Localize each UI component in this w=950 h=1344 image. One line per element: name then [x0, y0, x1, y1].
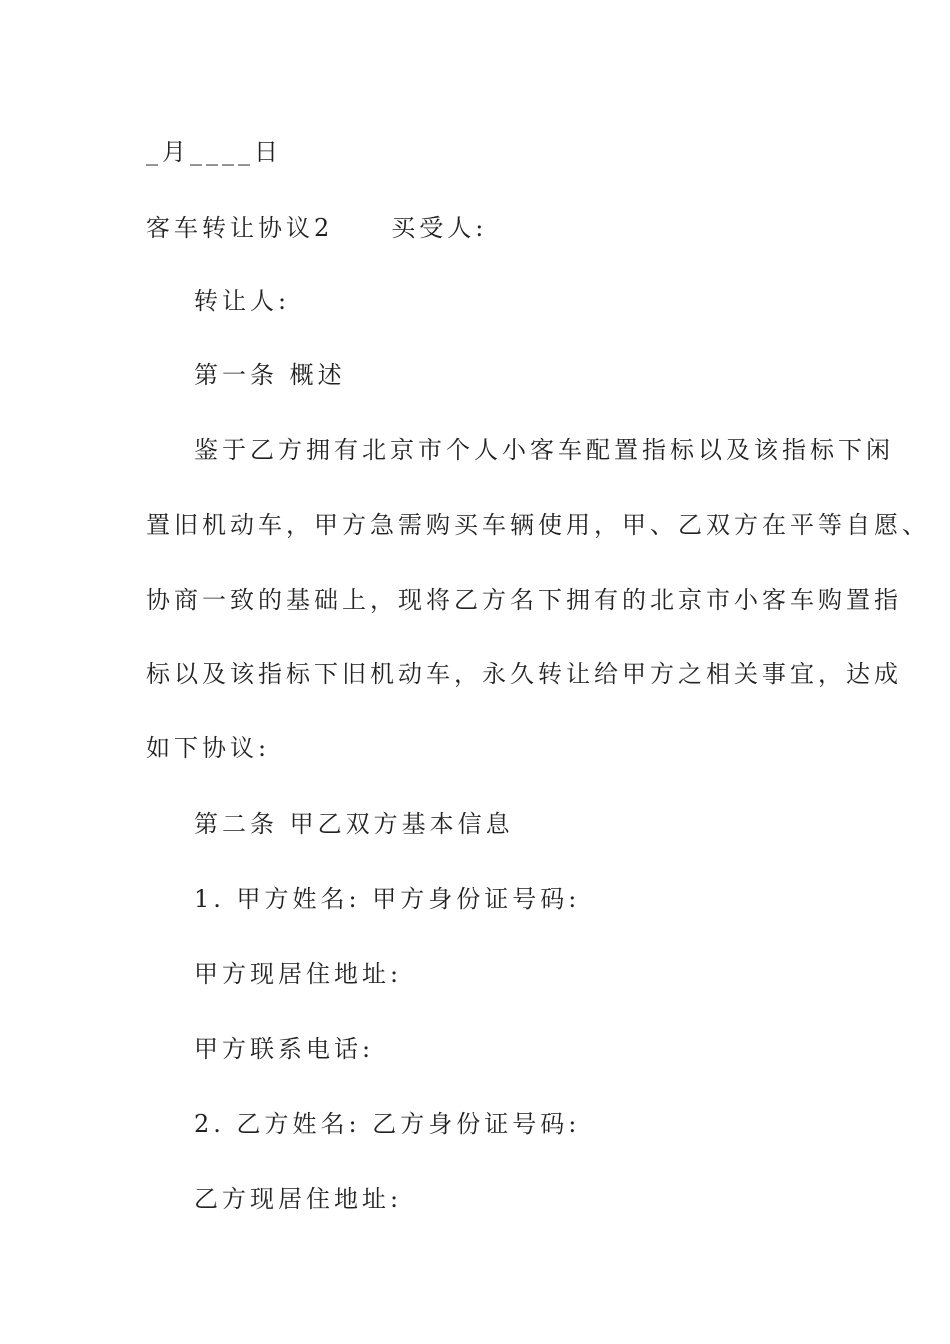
paragraph-line: 协商一致的基础上，现将乙方名下拥有的北京市小客车购置指	[146, 586, 902, 614]
document-title: 客车转让协议2	[146, 214, 334, 242]
buyer-label: 买受人:	[391, 214, 488, 242]
paragraph-line: 置旧机动车，甲方急需购买车辆使用，甲、乙双方在平等自愿、	[146, 511, 930, 539]
party-a-phone: 甲方联系电话:	[194, 1035, 375, 1063]
party-b-address: 乙方现居住地址:	[194, 1185, 403, 1213]
transferor-label: 转让人:	[194, 287, 291, 315]
party-a-name-line: 1. 甲方姓名: 甲方身份证号码:	[194, 885, 581, 913]
paragraph-line: 标以及该指标下旧机动车，永久转让给甲方之相关事宜，达成	[146, 660, 902, 688]
party-a-address: 甲方现居住地址:	[194, 960, 403, 988]
paragraph-line: 鉴于乙方拥有北京市个人小客车配置指标以及该指标下闲	[194, 436, 894, 464]
date-line: _月____日	[146, 138, 282, 166]
article1-heading: 第一条 概述	[194, 361, 346, 389]
article2-heading: 第二条 甲乙双方基本信息	[194, 810, 514, 838]
paragraph-line: 如下协议:	[146, 734, 271, 762]
title-line	[146, 212, 487, 244]
party-b-name-line: 2. 乙方姓名: 乙方身份证号码:	[194, 1110, 581, 1138]
